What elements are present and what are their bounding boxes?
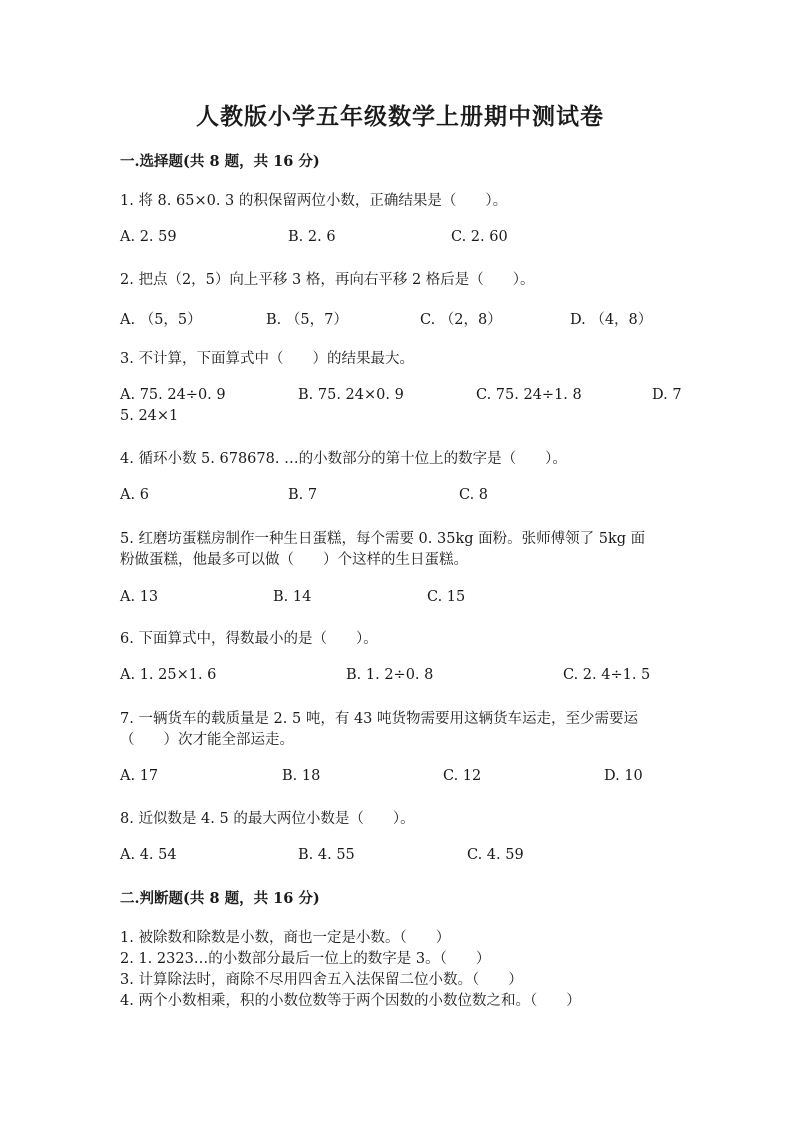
section-heading-choice: 一.选择题(共 8 题，共 16 分) xyxy=(120,153,320,170)
question-3-option-d-wrap: 5. 24×1 xyxy=(120,408,179,424)
question-7-option-a: A. 17 xyxy=(120,768,159,784)
question-5-text: 5. 红磨坊蛋糕房制作一种生日蛋糕，每个需要 0. 35kg 面粉。张师傅领了 5kg 面 xyxy=(120,531,646,547)
question-8-text: 8. 近似数是 4. 5 的最大两位小数是（ ）。 xyxy=(120,811,415,827)
question-2-option-d: D. （4，8） xyxy=(570,312,653,328)
question-6-option-a: A. 1. 25×1. 6 xyxy=(120,667,217,683)
question-1-option-b: B. 2. 6 xyxy=(288,229,336,245)
question-3-option-a: A. 75. 24÷0. 9 xyxy=(120,387,226,403)
question-5-option-b: B. 14 xyxy=(273,589,312,605)
question-3-option-b: B. 75. 24×0. 9 xyxy=(298,387,404,403)
question-7-text: 7. 一辆货车的载质量是 2. 5 吨，有 43 吨货物需要用这辆货车运走，至少需要运 xyxy=(120,711,638,727)
question-4-text: 4. 循环小数 5. 678678. …的小数部分的第十位上的数字是（ ）。 xyxy=(120,451,567,467)
question-3-option-d: D. 7 xyxy=(652,387,682,403)
tf-item-3: 3. 计算除法时，商除不尽用四舍五入法保留二位小数。（ ） xyxy=(120,972,523,988)
question-8-option-c: C. 4. 59 xyxy=(467,847,524,863)
question-2-text: 2. 把点（2，5）向上平移 3 格，再向右平移 2 格后是（ ）。 xyxy=(120,272,535,288)
tf-item-2: 2. 1. 2323…的小数部分最后一位上的数字是 3。（ ） xyxy=(120,951,491,967)
question-2-option-b: B. （5，7） xyxy=(266,312,348,328)
question-2-option-a: A. （5，5） xyxy=(120,312,202,328)
question-5-option-c: C. 15 xyxy=(427,589,466,605)
question-7-text-cont: （ ）次才能全部运走。 xyxy=(120,732,294,748)
question-8-option-a: A. 4. 54 xyxy=(120,847,177,863)
question-1-option-c: C. 2. 60 xyxy=(451,229,508,245)
question-5-text-cont: 粉做蛋糕，他最多可以做（ ）个这样的生日蛋糕。 xyxy=(120,552,468,568)
question-8-option-b: B. 4. 55 xyxy=(298,847,355,863)
question-1-option-a: A. 2. 59 xyxy=(120,229,177,245)
question-4-option-c: C. 8 xyxy=(459,487,489,503)
question-6-option-c: C. 2. 4÷1. 5 xyxy=(563,667,651,683)
question-5-option-a: A. 13 xyxy=(120,589,159,605)
question-7-option-b: B. 18 xyxy=(282,768,321,784)
page-title: 人教版小学五年级数学上册期中测试卷 xyxy=(196,103,604,130)
question-1-text: 1. 将 8. 65×0. 3 的积保留两位小数，正确结果是（ ）。 xyxy=(120,193,508,209)
question-6-option-b: B. 1. 2÷0. 8 xyxy=(346,667,434,683)
question-7-option-d: D. 10 xyxy=(604,768,643,784)
tf-item-1: 1. 被除数和除数是小数，商也一定是小数。（ ） xyxy=(120,930,451,946)
question-4-option-a: A. 6 xyxy=(120,487,149,503)
question-2-option-c: C. （2，8） xyxy=(420,312,502,328)
question-7-option-c: C. 12 xyxy=(443,768,482,784)
question-4-option-b: B. 7 xyxy=(288,487,318,503)
section-heading-true-false: 二.判断题(共 8 题，共 16 分) xyxy=(120,890,320,907)
question-3-option-c: C. 75. 24÷1. 8 xyxy=(476,387,582,403)
tf-item-4: 4. 两个小数相乘，积的小数位数等于两个因数的小数位数之和。（ ） xyxy=(120,993,581,1009)
question-3-text: 3. 不计算，下面算式中（ ）的结果最大。 xyxy=(120,351,414,367)
question-6-text: 6. 下面算式中，得数最小的是（ ）。 xyxy=(120,631,378,647)
